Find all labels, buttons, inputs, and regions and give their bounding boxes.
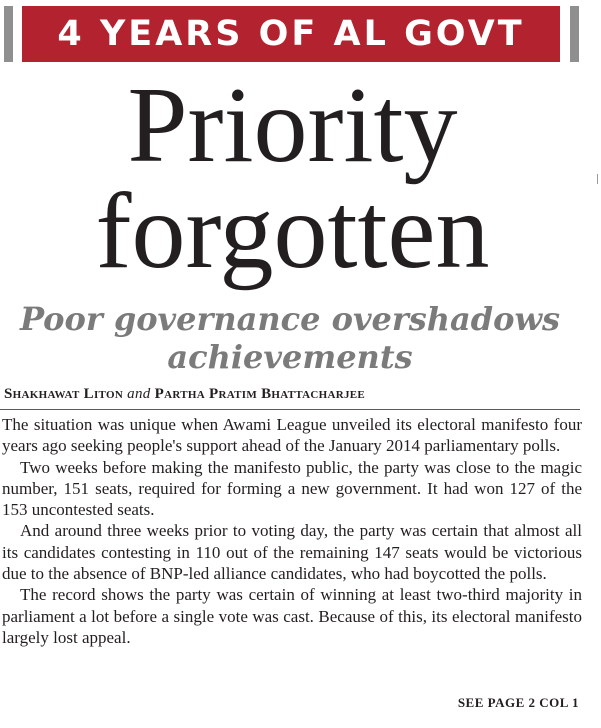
banner-right-bar (570, 6, 579, 62)
headline-line-1: Priority (127, 66, 458, 185)
byline-conjunction: and (127, 386, 151, 402)
banner-left-bar (4, 6, 13, 62)
article-paragraph: Two weeks before making the manifesto public, the party was close to the magic number, 151 seats, required for forming a new government. It had won 127 of the 153 uncontested seats. (2, 457, 582, 520)
headline-line-2: forgotten (95, 172, 490, 291)
subheadline-line-1: Poor governance overshadows (19, 300, 561, 338)
byline-author-1: Shakhawat Liton (4, 386, 124, 402)
article-body (2, 414, 582, 648)
article-paragraph: And around three weeks prior to voting day, the party was certain that almost all its candidates contesting in 110 out of the remaining 147 seats would be victorious due to the absence of BNP-led alliance candidates, who had boycotted the polls. (2, 521, 582, 584)
byline-author-2: Partha Pratim Bhattacharjee (154, 386, 366, 402)
continuation-jump-line[interactable]: SEE PAGE 2 COL 1 (457, 695, 579, 710)
article-paragraph: The record shows the party was certain of winning at least two-third majority in parliament a lot before a single vote was cast. Because of this, its electoral manifesto largely lost appeal. (2, 585, 582, 647)
section-banner-text: 4 YEARS OF AL GOVT (57, 14, 525, 54)
subheadline-line-2: achievements (167, 338, 413, 376)
byline (4, 386, 365, 403)
article-paragraph: The situation was unique when Awami League unveiled its electoral manifesto four years ago seeking people's support ahead of the January 2014 parliamentary polls. (2, 415, 582, 456)
page-edge-mark (597, 174, 598, 184)
section-banner (22, 6, 560, 62)
byline-divider (0, 409, 580, 410)
